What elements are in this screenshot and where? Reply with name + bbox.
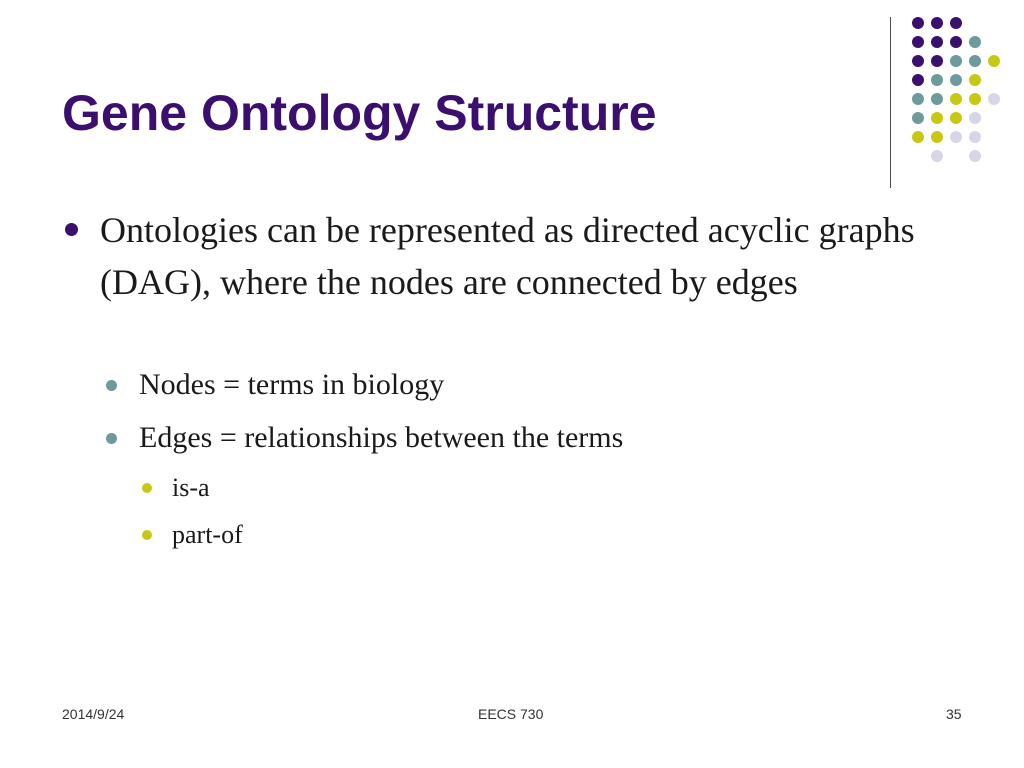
decorative-dot [931, 74, 943, 86]
footer-page-number: 35 [946, 706, 962, 722]
decorative-dot [912, 55, 924, 67]
decorative-dot [912, 93, 924, 105]
decorative-dot [969, 93, 981, 105]
decorative-dot [950, 36, 962, 48]
decorative-dot [969, 112, 981, 124]
bullet-level2-nodes: Nodes = terms in biology [139, 368, 445, 401]
decorative-dot [931, 131, 943, 143]
decorative-dot [912, 112, 924, 124]
bullet-level3-is-a: is-a [172, 473, 210, 502]
decorative-dot [912, 17, 924, 29]
decorative-dot [912, 36, 924, 48]
decorative-dot [931, 112, 943, 124]
decorative-dot [912, 74, 924, 86]
slide-title: Gene Ontology Structure [62, 85, 657, 141]
decorative-dot [931, 17, 943, 29]
decorative-dot [969, 55, 981, 67]
decorative-dot [950, 131, 962, 143]
bullet-dot-level1 [65, 223, 78, 236]
title-divider-line [890, 17, 891, 188]
bullet-dot-level2 [106, 380, 117, 391]
footer-course: EECS 730 [478, 706, 544, 722]
decorative-dot [988, 93, 1000, 105]
decorative-dot [950, 74, 962, 86]
decorative-dot [988, 55, 1000, 67]
decorative-dot [950, 93, 962, 105]
decorative-dot [931, 36, 943, 48]
bullet-dot-level2 [106, 433, 117, 444]
footer-date: 2014/9/24 [62, 706, 125, 722]
decorative-dot [969, 150, 981, 162]
decorative-dot [969, 74, 981, 86]
decorative-dot [931, 93, 943, 105]
decorative-dot [969, 36, 981, 48]
decorative-dot [950, 55, 962, 67]
bullet-dot-level3 [142, 483, 152, 493]
decorative-dot [931, 55, 943, 67]
decorative-dot [950, 112, 962, 124]
decorative-dot [931, 150, 943, 162]
decorative-dot [969, 131, 981, 143]
decorative-dot [912, 131, 924, 143]
bullet-level3-part-of: part-of [172, 520, 243, 549]
decorative-dot [950, 17, 962, 29]
bullet-dot-level3 [142, 530, 152, 540]
bullet-level2-edges: Edges = relationships between the terms [139, 421, 624, 454]
bullet-level1-text: Ontologies can be represented as directed acyclic graphs (DAG), where the nodes are connected by edges [100, 210, 915, 302]
